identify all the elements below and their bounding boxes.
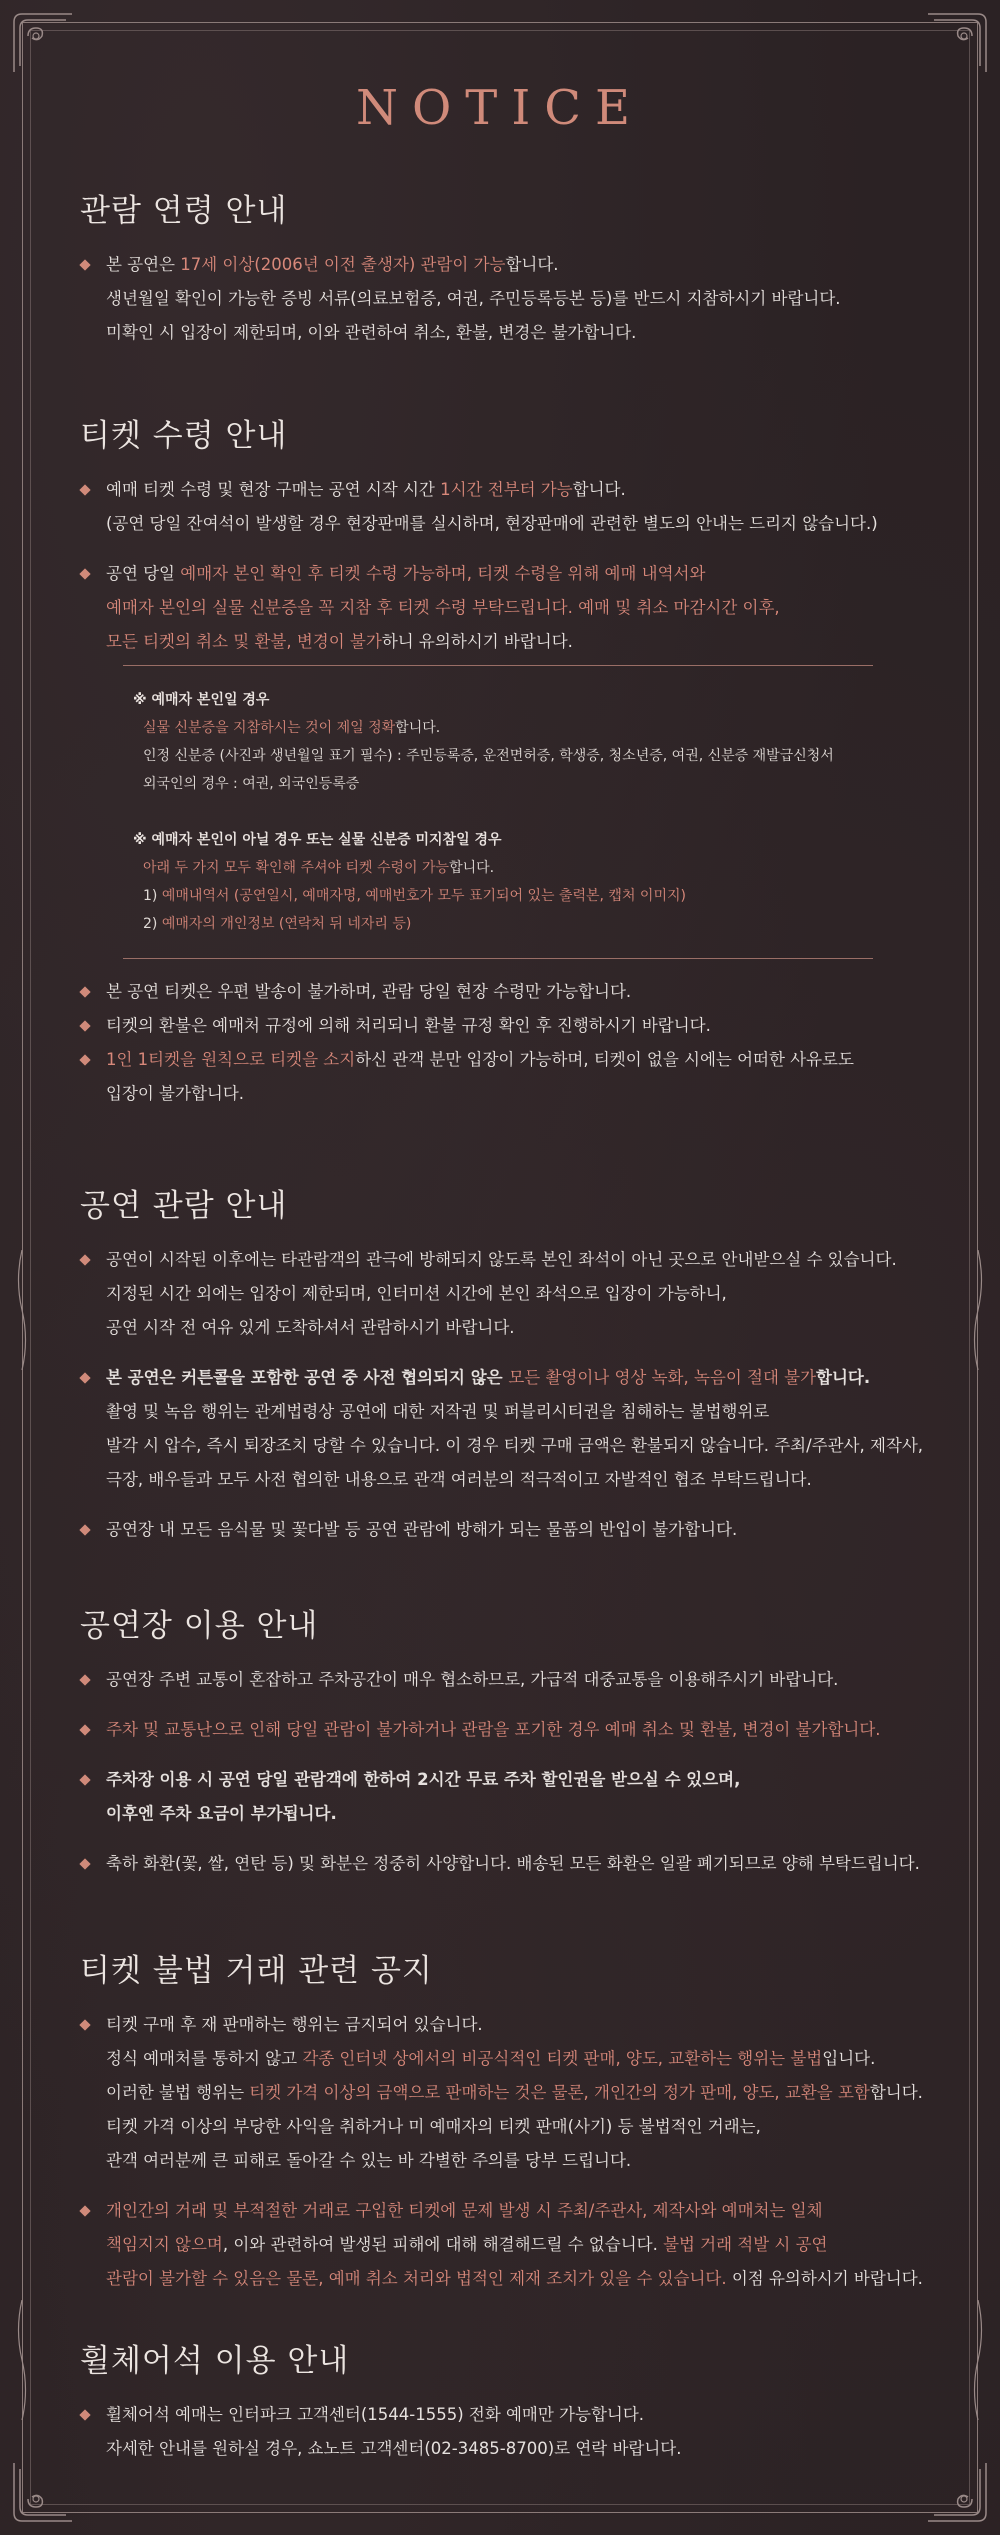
diamond-bullet-icon bbox=[79, 1020, 90, 1031]
list-item: 티켓의 환불은 예매처 규정에 의해 처리되니 환불 규정 확인 후 진행하시기 바랍니다. bbox=[80, 1009, 940, 1043]
section-ticket bbox=[80, 410, 940, 675]
list-item: 주차 및 교통난으로 인해 당일 관람이 불가하거나 관람을 포기한 경우 예매 취소 및 환불, 변경이 불가합니다. bbox=[80, 1713, 940, 1747]
diamond-bullet-icon bbox=[79, 1524, 90, 1535]
section-viewing bbox=[80, 1180, 940, 1563]
section-ticket-cont bbox=[80, 975, 940, 1127]
list-item: 주차장 이용 시 공연 당일 관람객에 한하여 2시간 무료 주차 할인권을 받으실 수 있으며, 이후엔 주차 요금이 부가됩니다. bbox=[80, 1763, 940, 1831]
id-note-box: ※ 예매자 본인일 경우 실물 신분증을 지참하시는 것이 제일 정확합니다. 인정 신분증 (사진과 생년월일 표기 필수) : 주민등록증, 운전면허증, 학생증, 청소년증, 여권, 신분증 재발급신청서 외국인의 경우 : 여권, 외국인등록증 ※ 예매자 본인이 아닐 경우 또는 실물 신분증 미지참일 경우 아래 두 가지 모두 확인해 주셔야 티켓 수령이 가능합니다. 1) 예매내역서 (공연일시, 예매자명, 예매번호가 모두 표기되어 있는 출력본, 캡처 이미지) 2) 예매자의 개인정보 (연락처 뒤 네자리 등) bbox=[123, 665, 873, 959]
list-item: 티켓 구매 후 재 판매하는 행위는 금지되어 있습니다. 정식 예매처를 통하지 않고 각종 인터넷 상에서의 비공식적인 티켓 판매, 양도, 교환하는 행위는 불법입니다. 이러한 불법 행위는 티켓 가격 이상의 금액으로 판매하는 것은 물론, 개인간의 정가 판매, 양도, 교환을 포함합니다. 티켓 가격 이상의 부당한 사익을 취하거나 미 예매자의 티켓 판매(사기) 등 불법적인 거래는, 관객 여러분께 큰 피해로 돌아갈 수 있는 바 각별한 주의를 당부 드립니다. bbox=[80, 2008, 940, 2178]
diamond-bullet-icon bbox=[79, 484, 90, 495]
diamond-bullet-icon bbox=[79, 1054, 90, 1065]
section-heading: 공연장 이용 안내 bbox=[80, 1608, 319, 1644]
side-ornament-icon bbox=[15, 2300, 29, 2420]
corner-ornament-icon bbox=[8, 8, 78, 78]
diamond-bullet-icon bbox=[79, 1858, 90, 1869]
list-item: 본 공연 티켓은 우편 발송이 불가하며, 관람 당일 현장 수령만 가능합니다. bbox=[80, 975, 940, 1009]
corner-ornament-icon bbox=[922, 8, 992, 78]
section-illegal bbox=[80, 1945, 940, 2312]
section-wheelchair bbox=[80, 2335, 940, 2482]
list-item: 본 공연은 커튼콜을 포함한 공연 중 사전 협의되지 않은 모든 촬영이나 영상 녹화, 녹음이 절대 불가합니다. 촬영 및 녹음 행위는 관계법령상 공연에 대한 저작권 및 퍼블리시티권을 침해하는 불법행위로 발각 시 압수, 즉시 퇴장조치 당할 수 있습니다. 이 경우 티켓 구매 금액은 환불되지 않습니다. 주최/주관사, 제작사, 극장, 배우들과 모두 사전 협의한 내용으로 관객 여러분의 적극적이고 자발적인 협조 부탁드립니다. bbox=[80, 1361, 940, 1497]
diamond-bullet-icon bbox=[79, 1674, 90, 1685]
diamond-bullet-icon bbox=[79, 2019, 90, 2030]
section-heading: 공연 관람 안내 bbox=[80, 1188, 288, 1224]
section-heading: 티켓 수령 안내 bbox=[80, 418, 288, 454]
list-item: 예매 티켓 수령 및 현장 구매는 공연 시작 시간 1시간 전부터 가능합니다. (공연 당일 잔여석이 발생할 경우 현장판매를 실시하며, 현장판매에 관련한 별도의 안내는 드리지 않습니다.) bbox=[80, 473, 940, 541]
side-ornament-icon bbox=[971, 1250, 985, 1370]
section-age bbox=[80, 185, 940, 366]
list-item: 공연이 시작된 이후에는 타관람객의 관극에 방해되지 않도록 본인 좌석이 아닌 곳으로 안내받으실 수 있습니다. 지정된 시간 외에는 입장이 제한되며, 인터미션 시간에 본인 좌석으로 입장이 가능하니, 공연 시작 전 여유 있게 도착하셔서 관람하시기 바랍니다. bbox=[80, 1243, 940, 1345]
side-ornament-icon bbox=[15, 1250, 29, 1370]
diamond-bullet-icon bbox=[79, 568, 90, 579]
list-item: 1인 1티켓을 원칙으로 티켓을 소지하신 관객 분만 입장이 가능하며, 티켓이 없을 시에는 어떠한 사유로도 입장이 불가합니다. bbox=[80, 1043, 940, 1111]
diamond-bullet-icon bbox=[79, 1774, 90, 1785]
diamond-bullet-icon bbox=[79, 1724, 90, 1735]
corner-ornament-icon bbox=[8, 2457, 78, 2527]
notice-title: NOTICE bbox=[355, 80, 645, 136]
section-heading: 관람 연령 안내 bbox=[80, 193, 288, 229]
section-heading: 티켓 불법 거래 관련 공지 bbox=[80, 1953, 433, 1989]
diamond-bullet-icon bbox=[79, 986, 90, 997]
list-item: 축하 화환(꽃, 쌀, 연탄 등) 및 화분은 정중히 사양합니다. 배송된 모든 화환은 일괄 폐기되므로 양해 부탁드립니다. bbox=[80, 1847, 940, 1881]
section-venue bbox=[80, 1600, 940, 1897]
list-item: 휠체어석 예매는 인터파크 고객센터(1544-1555) 전화 예매만 가능합니다. 자세한 안내를 원하실 경우, 쇼노트 고객센터(02-3485-8700)로 연락 바랍니다. bbox=[80, 2398, 940, 2466]
side-ornament-icon bbox=[971, 2300, 985, 2420]
diamond-bullet-icon bbox=[79, 1372, 90, 1383]
diamond-bullet-icon bbox=[79, 259, 90, 270]
diamond-bullet-icon bbox=[79, 1254, 90, 1265]
list-item: 공연장 주변 교통이 혼잡하고 주차공간이 매우 협소하므로, 가급적 대중교통을 이용해주시기 바랍니다. bbox=[80, 1663, 940, 1697]
list-item: 개인간의 거래 및 부적절한 거래로 구입한 티켓에 문제 발생 시 주최/주관사, 제작사와 예매처는 일체 책임지지 않으며, 이와 관련하여 발생된 피해에 대해 해결해드릴 수 없습니다. 불법 거래 적발 시 공연 관람이 불가할 수 있음은 물론, 예매 취소 처리와 법적인 제재 조치가 있을 수 있습니다. 이점 유의하시기 바랍니다. bbox=[80, 2194, 940, 2296]
list-item: 본 공연은 17세 이상(2006년 이전 출생자) 관람이 가능합니다. 생년월일 확인이 가능한 증빙 서류(의료보험증, 여권, 주민등록등본 등)를 반드시 지참하시기 바랍니다. 미확인 시 입장이 제한되며, 이와 관련하여 취소, 환불, 변경은 불가합니다. bbox=[80, 248, 940, 350]
note-title: ※ 예매자 본인일 경우 bbox=[133, 692, 270, 708]
diamond-bullet-icon bbox=[79, 2409, 90, 2420]
list-item: 공연장 내 모든 음식물 및 꽃다발 등 공연 관람에 방해가 되는 물품의 반입이 불가합니다. bbox=[80, 1513, 940, 1547]
list-item: 공연 당일 예매자 본인 확인 후 티켓 수령 가능하며, 티켓 수령을 위해 예매 내역서와 예매자 본인의 실물 신분증을 꼭 지참 후 티켓 수령 부탁드립니다. 예매 및 취소 마감시간 이후, 모든 티켓의 취소 및 환불, 변경이 불가하니 유의하시기 바랍니다. bbox=[80, 557, 940, 659]
note-title: ※ 예매자 본인이 아닐 경우 또는 실물 신분증 미지참일 경우 bbox=[133, 832, 502, 848]
section-heading: 휠체어석 이용 안내 bbox=[80, 2343, 350, 2379]
diamond-bullet-icon bbox=[79, 2205, 90, 2216]
